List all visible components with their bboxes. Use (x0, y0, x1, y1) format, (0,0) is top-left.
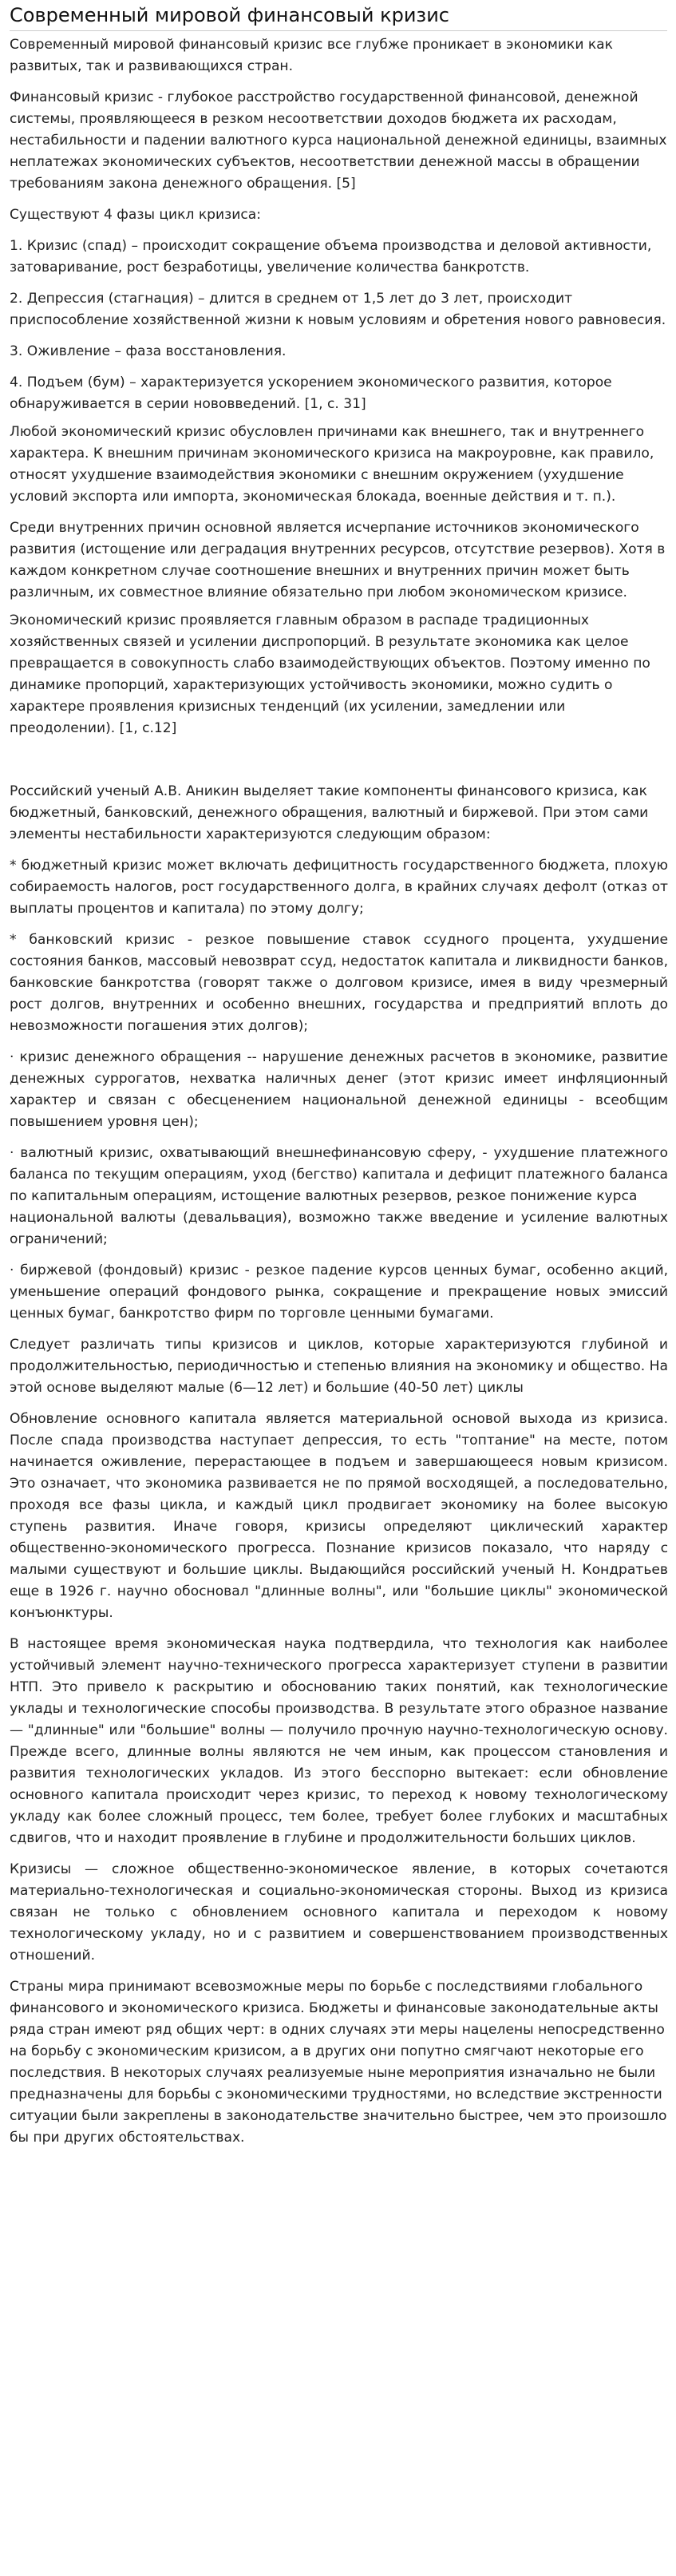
phase-item-3: 3. Оживление – фаза восстановления. (10, 343, 287, 359)
internal-causes-paragraph: Среди внутренних причин основной является исчерпание источников экономического развития (истощение или деградация внутренних ресурсов, отсутствие резервов). Хотя в каждом конкретном случае соотношение внешних и внутренних причин может быть различным, их совместное влияние обязательно при любом экономическом кризисе. (10, 520, 666, 600)
crisis-nature-paragraph: Кризисы — сложное общественно-экономическое явление, в которых сочетаются материально-технологическая и социально-экономическая стороны. Выход из кризиса связан не только с обновлением основного капитала и переходом к новому технологическому укладу, но и с развитием и совершенствованием производственных отношений. (10, 1861, 668, 1964)
anikin-paragraph: Российский ученый А.В. Аникин выделяет такие компоненты финансового кризиса, как бюджетный, банковский, денежного обращения, валютный и биржевой. При этом сами элементы нестабильности характеризуются следующим образом: (10, 783, 649, 842)
page-title: Современный мировой финансовый кризис (10, 4, 449, 26)
intro-paragraph: Современный мировой финансовый кризис все глубже проникает в экономики как развитых, так и развивающихся стран. (10, 37, 613, 74)
money-circulation-crisis-item: · кризис денежного обращения -- нарушение денежных расчетов в экономике, развитие денежных суррогатов, нехватка наличных денег (этот кризис имеет инфляционный характер и связан с обесценением национальной денежной единицы - всеобщим повышением уровня цен); (10, 1049, 668, 1130)
stock-crisis-item: · биржевой (фондовый) кризис - резкое падение курсов ценных бумаг, особенно акций, уменьшение операций фондового рынка, сокращение и прекращение новых эмиссий ценных бумаг, банкротство фирм по торговле ценными бумагами. (10, 1262, 668, 1322)
phase-item-2: 2. Депрессия (стагнация) – длится в среднем от 1,5 лет до 3 лет, происходит приспособление хозяйственной жизни к новым условиям и обретения нового равновесия. (10, 291, 666, 328)
article-body (0, 34, 676, 2149)
technology-paragraph: В настоящее время экономическая наука подтвердила, что технология как наиболее устойчивый элемент научно-технического прогресса характеризует ступени в развитии НТП. Это привело к раскрытию и обоснованию таких понятий, как технологические уклады и технологические способы производства. В результате этого образное название — "длинные" или "большие" волны — получило прочную научно-технологическую основу. Прежде всего, длинные волны являются не чем иным, как процессом становления и развития технологических укладов. Из этого бесспорно вытекает: если обновление основного капитала происходит через кризис, то переход к новому технологическому укладу как более сложный процесс, тем более, требует более глубоких и масштабных сдвигов, что и находит проявление в глубине и продолжительности больших циклов. (10, 1636, 668, 1846)
definition-paragraph: Финансовый кризис - глубокое расстройство государственной финансовой, денежной системы, проявляющееся в резком несоответствии доходов бюджета их расходам, нестабильности и падении валютного курса национальной денежной единицы, взаимных неплатежах экономических субъектов, несоответствии денежной массы в обращении требованиям закона денежного обращения. [5] (10, 89, 667, 192)
section-spacer (10, 749, 668, 781)
capital-renewal-paragraph: Обновление основного капитала является материальной основой выхода из кризиса. После спада производства наступает депрессия, то есть "топтание" на месте, потом начинается оживление, перерастающее в подъем и завершающееся новым кризисом. Это означает, что экономика развивается не по прямой восходящей, а последовательно, проходя все фазы цикла, и каждый цикл продвигает экономику на более высокую ступень развития. Иначе говоря, кризисы определяют циклический характер общественно-экономического прогресса. Познание кризисов показало, что наряду с малыми существуют и большие циклы. Выдающийся российский ученый Н. Кондратьев еще в 1926 г. научно обосновал "длинные волны", или "большие циклы" экономической конъюнктуры. (10, 1411, 668, 1621)
currency-crisis-item: · валютный кризис, охватывающий внешнефинансовую сферу, - ухудшение платежного баланса по текущим операциям, уход (бегство) капитала и дефицит платежного баланса по капитальным операциям, истощение валютных резервов, резкое понижение курса национальной валюты (девальвация), возможно также введение и усиление валютных ограничений; (10, 1145, 668, 1247)
banking-crisis-item: * банковский кризис - резкое повышение ставок ссудного процента, ухудшение состояния банков, массовый невозврат ссуд, недостаток капитала и ликвидности банков, банковские банкротства (говорят также о долговом кризисе, имея в виду чрезмерный рост долгов, внутренних и особенно внешних, государства и предприятий вплоть до невозможности погашения этих долгов); (10, 932, 668, 1034)
cycle-types-paragraph: Следует различать типы кризисов и циклов, которые характеризуются глубиной и продолжительностью, периодичностью и степенью влияния на экономику и общество. На этой основе выделяют малые (6—12 лет) и большие (40-50 лет) циклы (10, 1337, 668, 1396)
title-divider (10, 30, 667, 31)
phases-heading: Существуют 4 фазы цикл кризиса: (10, 207, 261, 223)
budget-crisis-item: * бюджетный кризис может включать дефицитность государственного бюджета, плохую собираемость налогов, рост государственного долга, в крайних случаях дефолт (отказ от выплаты процентов и капитала) по этому долгу; (10, 858, 668, 917)
phase-item-1: 1. Кризис (спад) – происходит сокращение объема производства и деловой активности, затоваривание, рост безработицы, увеличение количества банкротств. (10, 238, 652, 275)
anti-crisis-measures-paragraph: Страны мира принимают всевозможные меры по борьбе с последствиями глобального финансового и экономического кризиса. Бюджеты и финансовые законодательные акты ряда стран имеют ряд общих черт: в одних случаях эти меры нацелены непосредственно на борьбу с экономическим кризисом, а в других они попутно смягчают некоторые его последствия. В некоторых случаях реализуемые ныне мероприятия изначально не были предназначены для борьбы с экономическими трудностями, но вследствие экстренности ситуации были закреплены в законодательстве значительно быстрее, чем это произошло бы при других обстоятельствах. (10, 1979, 667, 2146)
external-causes-paragraph: Любой экономический кризис обусловлен причинами как внешнего, так и внутреннего характера. К внешним причинам экономического кризиса на макроуровне, как правило, относят ухудшение взаимодействия экономики с внешним окружением (ухудшение условий экспорта или импорта, экономическая блокада, военные действия и т. п.). (10, 424, 654, 505)
phase-item-4: 4. Подъем (бум) – характеризуется ускорением экономического развития, которое обнаруживается в серии нововведений. [1, с. 31] (10, 375, 612, 412)
disproportion-paragraph: Экономический кризис проявляется главным образом в распаде традиционных хозяйственных связей и усилении диспропорций. В результате экономика как целое превращается в совокупность слабо взаимодействующих объектов. Поэтому именно по динамике пропорций, характеризующих устойчивость экономики, можно судить о характере проявления кризисных тенденций (их усилении, замедлении или преодолении). [1, с.12] (10, 612, 650, 736)
